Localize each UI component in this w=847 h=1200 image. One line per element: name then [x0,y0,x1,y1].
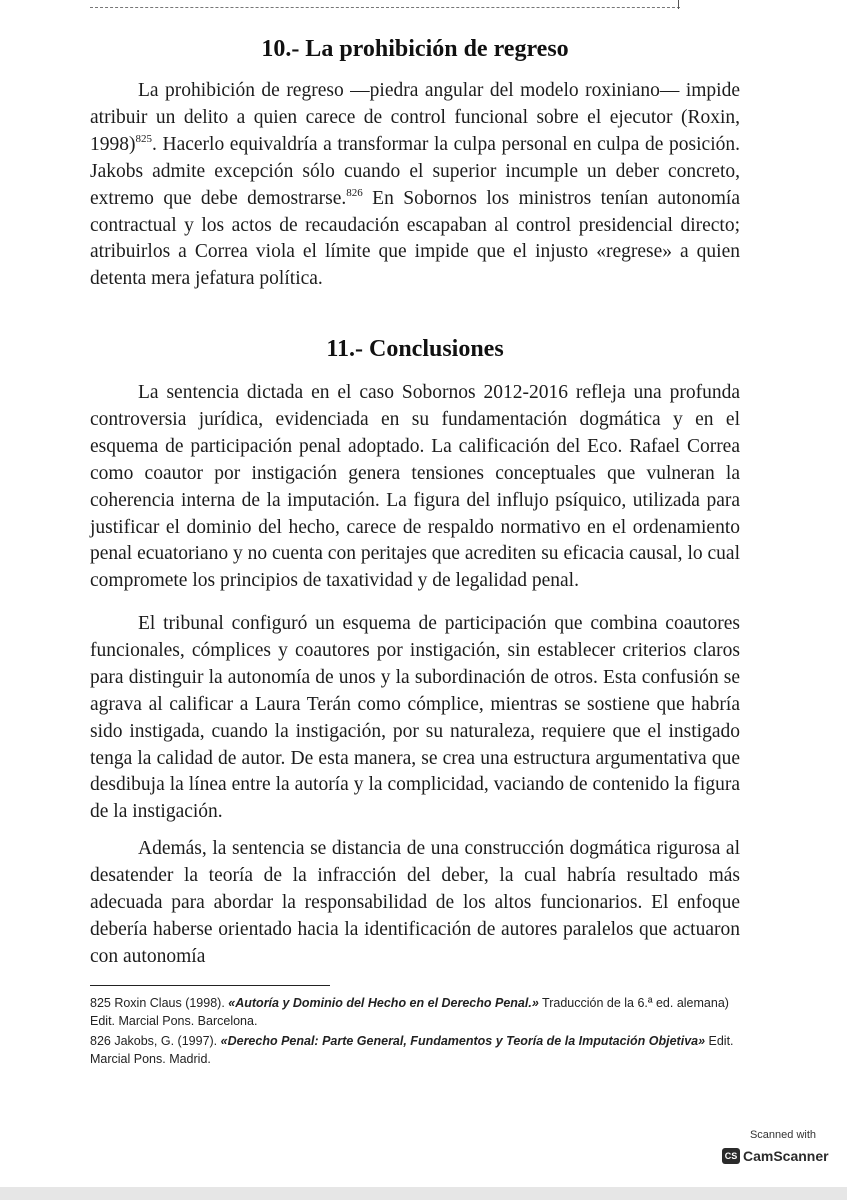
footnote-text: 826 Jakobs, G. (1997). [90,1034,221,1048]
header-rule [90,7,680,8]
section-10-paragraph [90,78,740,293]
section-10-heading: 10.- La prohibición de regreso [261,36,569,62]
camscanner-logo-icon: CS [722,1148,740,1164]
conclusions-paragraph-2: El tribunal configuró un esquema de participación que combina coautores funcionales, cómplices y coautores por instigación, sin establecer criterios claros para distinguir la autonomía de unos y la subordinación de otros. Esta confusión se agrava al calificar a Laura Terán como cómplice, mientras se sostiene que habría sido instigada, cuando la instigación, por su naturaleza, requiere que el instigado tenga la calidad de autor. De esta manera, se crea una estructura argumentativa que desdibuja la línea entre la autoría y la complicidad, vaciando de contenido la figura de la instigación. [90,613,740,823]
footnote-826 [90,1033,740,1068]
bottom-strip [0,1187,847,1200]
footnote-text: 825 Roxin Claus (1998). [90,996,229,1010]
footnote-ref-825: 825 [135,132,152,145]
footnote-title: «Autoría y Dominio del Hecho en el Derecho Penal.» [228,996,539,1010]
footnote-title: «Derecho Penal: Parte General, Fundamentos y Teoría de la Imputación Objetiva» [220,1034,706,1048]
section-11-heading: 11.- Conclusiones [326,336,504,362]
conclusions-paragraph-3: Además, la sentencia se distancia de una construcción dogmática rigurosa al desatender la teoría de la infracción del deber, la cual habría resultado más adecuada para abordar la responsabilidad de los altos funcionarios. El enfoque debería haberse orientado hacia la identificación de autores paralelos que actuaron con autonomía [90,838,740,967]
footnote-text: Edit. Marcial Pons. Madrid. [90,1034,734,1066]
footnote-825 [90,995,740,1030]
paragraph-text: . Hacerlo equivaldría a transformar la culpa personal en culpa de posición. Jakobs admite excepción sólo cuando el superior incumple un deber concreto, extremo que debe demostrarse. [90,133,740,209]
header-tick [678,0,679,9]
paragraph-text: En Sobornos los ministros tenían autonomía contractual y los actos de recaudación escapaban al control presidencial directo; atribuirlos a Correa viola el límite que impide que el injusto «regrese» a quien detenta mera jefatura política. [90,187,740,290]
footnote-text: Traducción de la 6.ª ed. alemana) Edit. Marcial Pons. Barcelona. [90,996,729,1028]
watermark-caption: Scanned with [749,1129,817,1141]
footnote-ref-826: 826 [346,186,363,199]
watermark-brand: CamScanner [743,1148,829,1164]
footnote-separator [90,985,330,986]
camscanner-watermark [722,1128,844,1174]
conclusions-paragraph-1: La sentencia dictada en el caso Sobornos 2012-2016 refleja una profunda controversia jurídica, evidenciada en su fundamentación dogmática y en el esquema de participación penal adoptado. La calificación del Eco. Rafael Correa como coautor por instigación genera tensiones conceptuales que vulneran la coherencia interna de la imputación. La figura del influjo psíquico, utilizada para justificar el dominio del hecho, carece de respaldo normativo en el ordenamiento penal ecuatoriano y no cuenta con peritajes que acrediten su eficacia causal, lo cual compromete los principios de taxatividad y de legalidad penal. [90,382,740,592]
paragraph-text: La prohibición de regreso —piedra angular del modelo roxiniano— impide atribuir un delito a quien carece de control funcional sobre el ejecutor (Roxin, 1998) [90,80,740,155]
